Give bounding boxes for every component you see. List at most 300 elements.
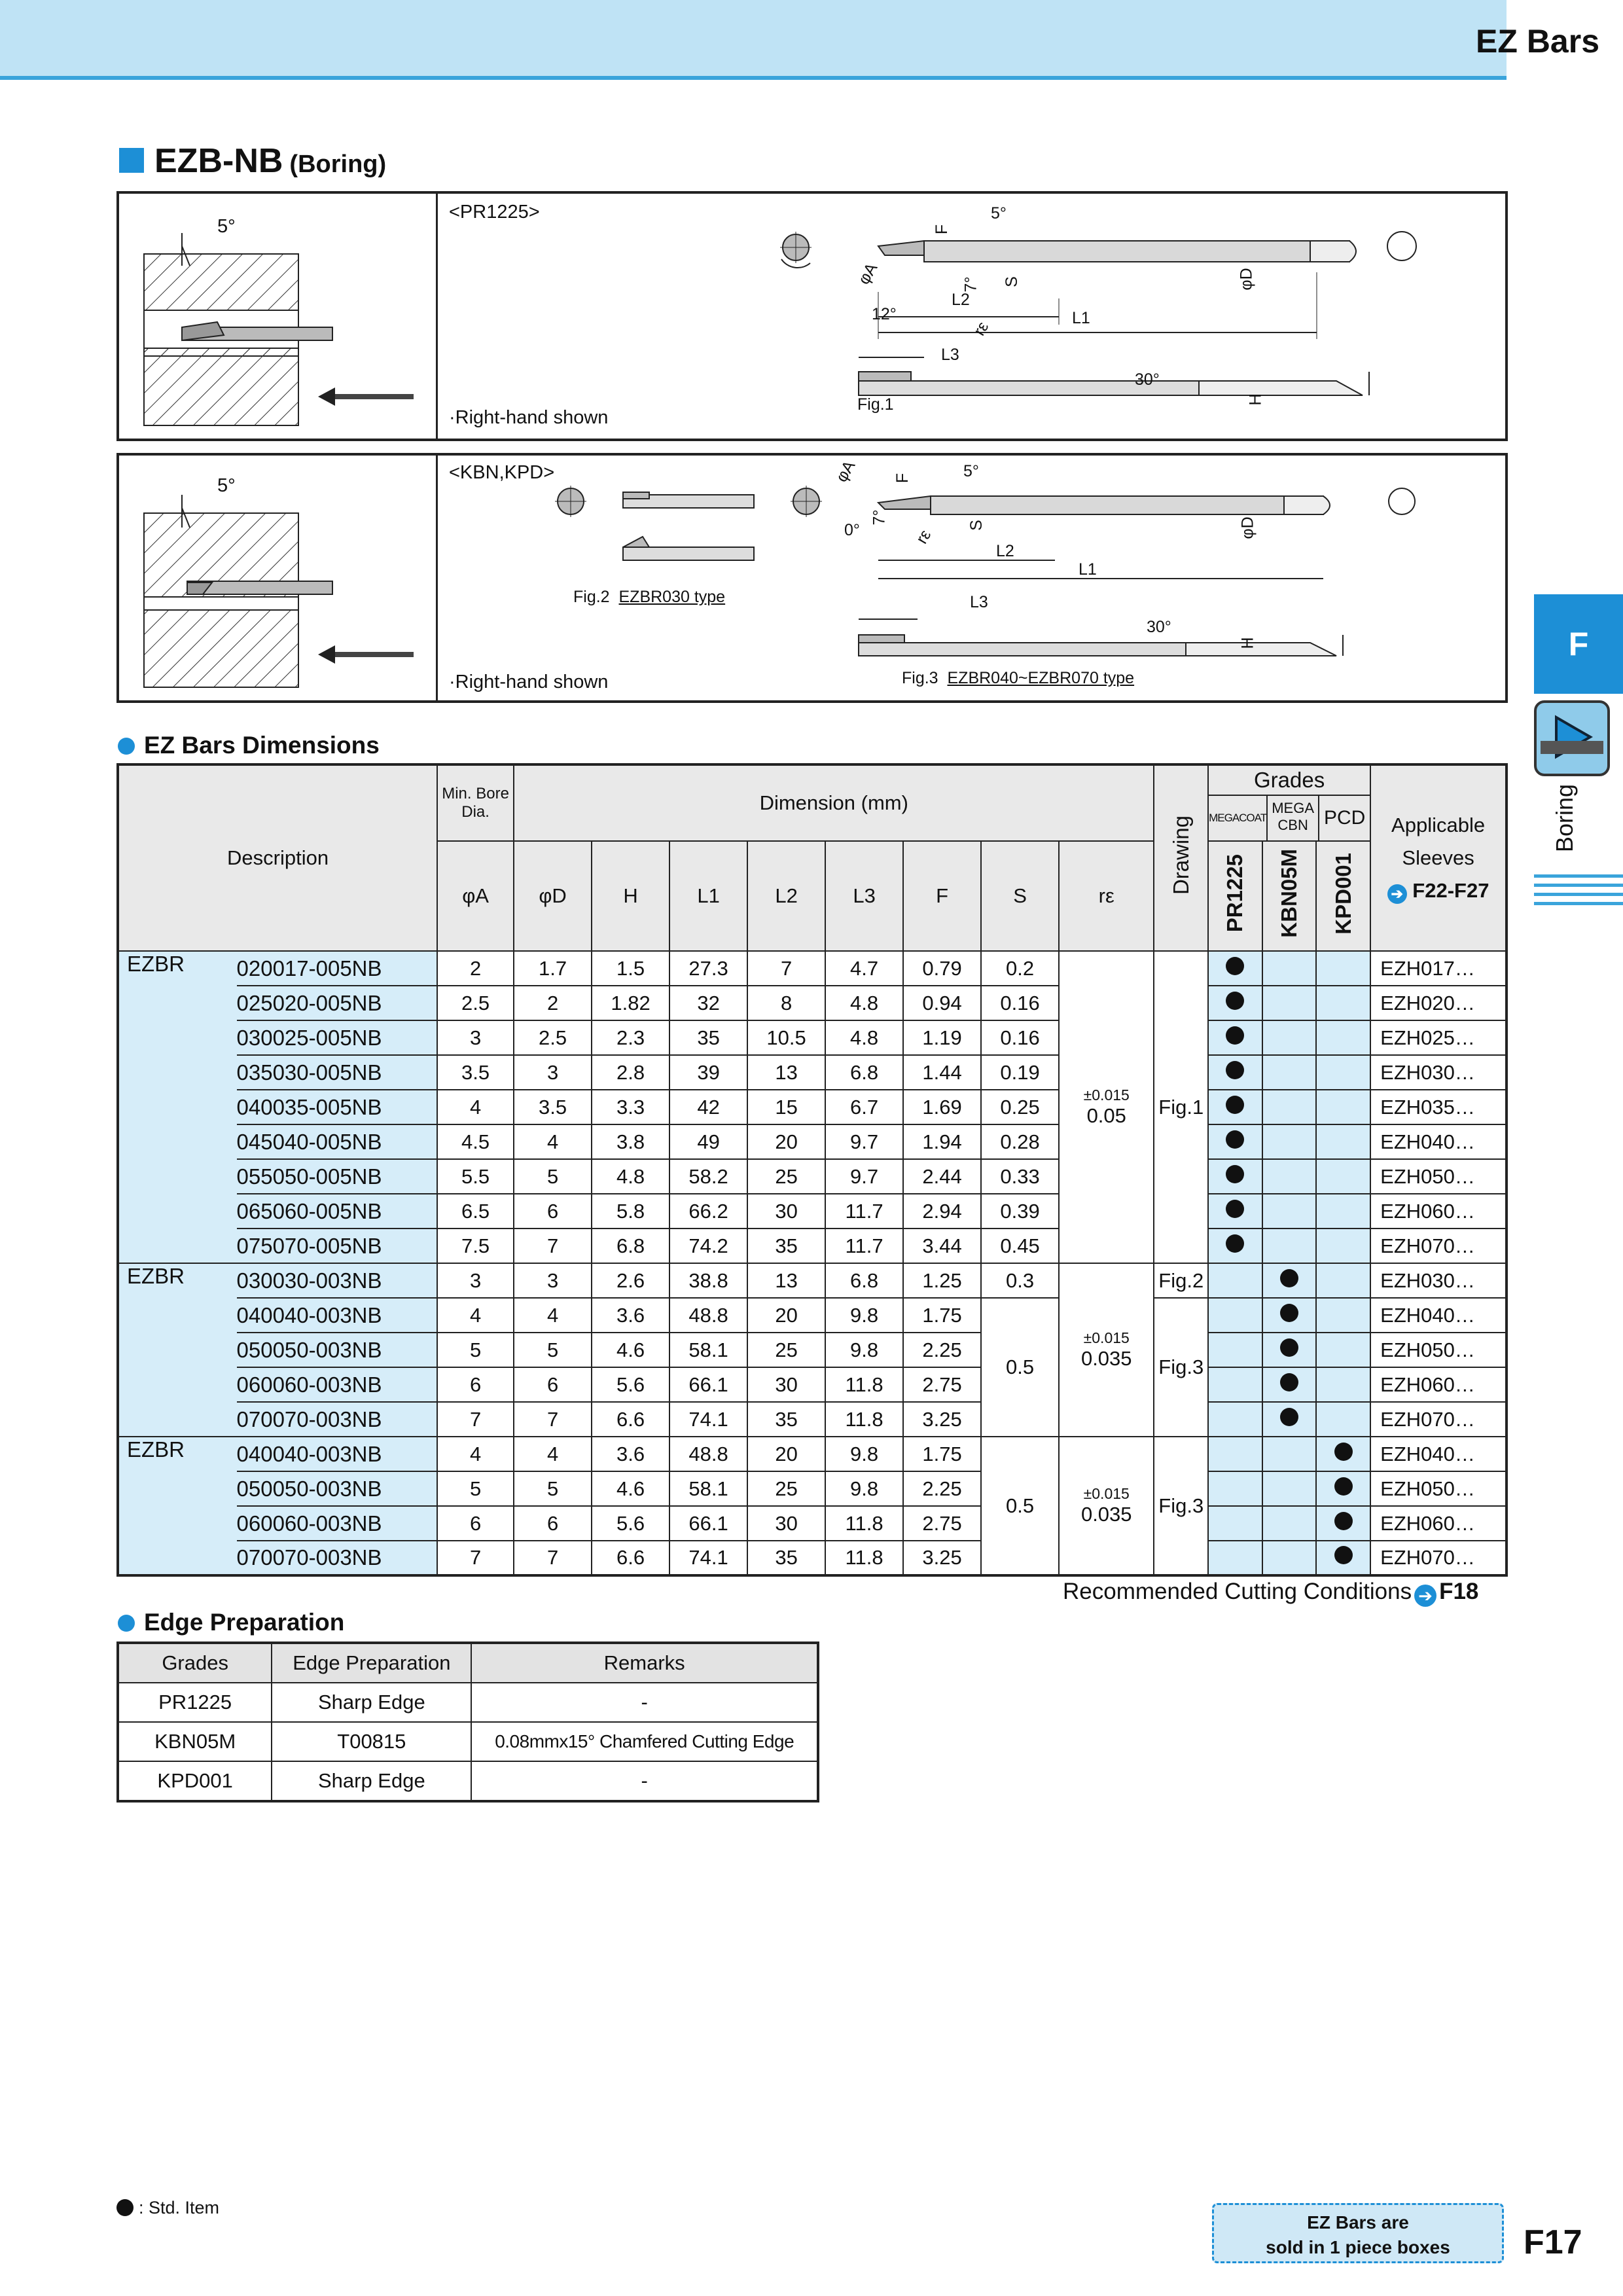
grade-cell [1208,1263,1262,1298]
grade-cell [1262,1090,1317,1124]
grade-cell [1208,1298,1262,1333]
dim-l2: 15 [747,1090,825,1124]
dim-L3: L3 [970,593,988,611]
header-sleeves-1: Applicable [1391,814,1486,836]
fig2-label [573,588,725,607]
std-item-dot [1226,1234,1244,1253]
dim-d: 7 [514,1541,592,1575]
dim-l1: 58.1 [669,1333,747,1367]
dim-f: 1.69 [903,1090,981,1124]
dim-phiD: φD [1238,516,1257,539]
sleeve-ref: EZH040… [1370,1124,1507,1159]
dim-l2: 20 [747,1124,825,1159]
edge-row [118,1722,818,1761]
grade-cell [1262,1367,1317,1402]
sleeve-ref: EZH040… [1370,1298,1507,1333]
dim-l3: 11.7 [825,1194,903,1229]
item-code: 060060-003NB [237,1367,438,1402]
grade-cell [1208,1055,1262,1090]
header-pcd: PCD [1323,807,1366,829]
grade-cell [1262,1333,1317,1367]
dim-L2: L2 [952,291,970,309]
dim-s: 0.28 [981,1124,1059,1159]
header-sleeves-ref-wrap [1371,874,1505,907]
dim-a: 4 [437,1437,514,1471]
dim-f: 2.25 [903,1471,981,1506]
item-code: 040035-005NB [237,1090,438,1124]
edge-cell: Sharp Edge [272,1761,471,1801]
dim-five: 5° [963,462,979,480]
dim-five: 5° [991,204,1007,223]
page-header-title: EZ Bars [1476,23,1599,60]
header-grade3-text: KPD001 [1330,852,1355,935]
dim-d: 2.5 [514,1020,592,1055]
grade-cell [1316,1437,1370,1471]
dim-h: 6.6 [592,1541,669,1575]
dim-f: 2.75 [903,1367,981,1402]
dim-a: 6.5 [437,1194,514,1229]
table-row [118,1367,1507,1402]
header-S: S [981,841,1059,951]
header-grades-group [1208,764,1370,841]
dim-l3: 11.8 [825,1541,903,1575]
side-tab-rule [1534,902,1623,905]
series-prefix: EZBR [118,951,237,1263]
grade-cell [1316,1506,1370,1541]
dim-a: 2.5 [437,986,514,1020]
std-item-dot [1280,1373,1298,1391]
header-re: rε [1059,841,1154,951]
dim-l3: 6.8 [825,1055,903,1090]
dim-f: 2.44 [903,1159,981,1194]
grade-cell [1262,1194,1317,1229]
dim-l3: 6.8 [825,1263,903,1298]
grade-cell [1316,951,1370,986]
header-drawing [1154,764,1208,951]
item-code: 020017-005NB [237,951,438,986]
dim-a: 4.5 [437,1124,514,1159]
item-code: 075070-005NB [237,1229,438,1263]
dim-thirty: 30° [1135,370,1160,389]
std-item-dot [1226,992,1244,1010]
std-item-dot [1334,1512,1353,1530]
grade-cell [1208,951,1262,986]
dim-s: 0.25 [981,1090,1059,1124]
dim-l3: 6.7 [825,1090,903,1124]
dim-h: 5.8 [592,1194,669,1229]
item-code: 065060-005NB [237,1194,438,1229]
table-row [118,1020,1507,1055]
edge-row [118,1683,818,1722]
dim-d: 6 [514,1194,592,1229]
dim-h: 6.8 [592,1229,669,1263]
dim-h: 4.6 [592,1333,669,1367]
sleeve-ref: EZH040… [1370,1437,1507,1471]
table-row [118,1229,1507,1263]
side-tab-rule [1534,874,1623,878]
dim-H: H [1238,637,1257,649]
dim-l3: 9.8 [825,1471,903,1506]
dim-s: 0.19 [981,1055,1059,1090]
grade-cell [1208,1229,1262,1263]
grade-cell [1316,1194,1370,1229]
dim-l1: 74.1 [669,1541,747,1575]
grade-cell [1208,1020,1262,1055]
header-L1: L1 [669,841,747,951]
arrow-right-icon: ➔ [1387,884,1407,904]
dim-re [1059,1437,1154,1575]
dim-l1: 38.8 [669,1263,747,1298]
tool-diagram-fig2-fig3 [551,469,1454,685]
side-tab-label: Boring [1551,784,1578,853]
grade-cell [1316,1159,1370,1194]
dim-l3: 9.8 [825,1437,903,1471]
sleeve-ref: EZH060… [1370,1506,1507,1541]
dim-l3: 4.7 [825,951,903,986]
dim-f: 3.44 [903,1229,981,1263]
grade-cell [1262,1437,1317,1471]
grade-cell [1316,1020,1370,1055]
grade-cell [1316,1090,1370,1124]
dim-f: 3.25 [903,1541,981,1575]
side-tab-rule [1534,893,1623,896]
grade-cell [1208,1333,1262,1367]
item-code: 070070-003NB [237,1541,438,1575]
dim-d: 7 [514,1229,592,1263]
header-band [0,0,1507,80]
dimensions-heading [118,732,380,759]
sleeve-ref: EZH070… [1370,1229,1507,1263]
dim-re: rε [912,526,935,547]
dim-l1: 48.8 [669,1437,747,1471]
section-subtitle: (Boring) [289,151,387,178]
dim-f: 2.25 [903,1333,981,1367]
item-code: 030025-005NB [237,1020,438,1055]
grade-cell [1208,1541,1262,1575]
table-row [118,1506,1507,1541]
dim-l1: 74.2 [669,1229,747,1263]
drawing-ref: Fig.3 [1154,1298,1208,1437]
grade-cell [1316,1124,1370,1159]
series-prefix: EZBR [118,1263,237,1437]
std-item-dot [1280,1338,1298,1357]
right-hand-note: ·Right-hand shown [449,672,609,692]
dim-thirty: 30° [1147,618,1171,636]
header-grade2-text: KBN05M [1277,849,1302,938]
dim-l1: 48.8 [669,1298,747,1333]
dim-d: 4 [514,1298,592,1333]
header-grade1 [1208,841,1262,951]
dim-a: 5 [437,1471,514,1506]
std-item-dot [1226,1165,1244,1183]
table-row [118,1471,1507,1506]
dim-l1: 74.1 [669,1402,747,1437]
dim-f: 1.25 [903,1263,981,1298]
std-item-dot [1226,1130,1244,1149]
dim-h: 1.82 [592,986,669,1020]
dim-d: 6 [514,1506,592,1541]
dim-h: 3.8 [592,1124,669,1159]
dim-f: 2.75 [903,1506,981,1541]
dim-a: 3 [437,1020,514,1055]
item-code: 035030-005NB [237,1055,438,1090]
dim-re-tol: ±0.015 [1083,1485,1130,1502]
grade-cell [1262,951,1317,986]
grade-cell [1316,986,1370,1020]
dim-l1: 27.3 [669,951,747,986]
dim-d: 4 [514,1124,592,1159]
dim-S: S [967,520,986,531]
dim-l2: 13 [747,1055,825,1090]
grade-cell [1262,1124,1317,1159]
workpiece-angle: 5° [217,216,236,237]
grade-cell [1316,1263,1370,1298]
grade-cell [1208,986,1262,1020]
section-title-text: EZB-NB [154,142,283,180]
series-prefix: EZBR [118,1437,237,1575]
dim-twelve: 12° [872,305,897,323]
section-marker [119,148,144,173]
dim-l3: 11.8 [825,1506,903,1541]
dim-a: 2 [437,951,514,986]
fig2-number: Fig.2 [573,588,610,606]
dim-h: 2.6 [592,1263,669,1298]
sleeve-ref: EZH050… [1370,1159,1507,1194]
dim-a: 3 [437,1263,514,1298]
dim-re-value: 0.05 [1086,1104,1126,1127]
section-tab-f[interactable]: F [1534,594,1623,694]
item-code: 055050-005NB [237,1159,438,1194]
header-sleeves-ref: F22-F27 [1412,879,1489,902]
drawing-ref: Fig.2 [1154,1263,1208,1298]
piece-box-note [1212,2203,1504,2263]
dim-s: 0.33 [981,1159,1059,1194]
table-row [118,986,1507,1020]
edge-cell: T00815 [272,1722,471,1761]
header-L2: L2 [747,841,825,951]
grade-cell [1262,1402,1317,1437]
workpiece-angle: 5° [217,475,236,496]
header-grades: Grades [1209,766,1370,796]
grade-cell [1262,1471,1317,1506]
sleeve-ref: EZH070… [1370,1541,1507,1575]
dim-a: 7.5 [437,1229,514,1263]
dim-l2: 25 [747,1471,825,1506]
dim-l2: 30 [747,1367,825,1402]
grade-cell [1316,1229,1370,1263]
sleeve-ref: EZH060… [1370,1367,1507,1402]
item-code: 050050-003NB [237,1471,438,1506]
dim-l3: 9.7 [825,1124,903,1159]
bullet-icon [118,738,135,755]
header-phiA: φA [437,841,514,951]
grade-cell [1208,1159,1262,1194]
dim-s: 0.16 [981,986,1059,1020]
fig3-label [902,669,1134,688]
dim-L1: L1 [1072,309,1090,327]
panel-divider [436,194,438,439]
dim-l2: 25 [747,1333,825,1367]
std-item-text: : Std. Item [139,2198,220,2217]
edge-table [116,1641,819,1803]
table-row [118,1333,1507,1367]
std-item-dot [1280,1304,1298,1322]
header-phiD: φD [514,841,592,951]
dim-s: 0.2 [981,951,1059,986]
header-L3: L3 [825,841,903,951]
dim-l3: 9.8 [825,1298,903,1333]
dim-l2: 35 [747,1402,825,1437]
dim-d: 3.5 [514,1090,592,1124]
grade-cell [1262,1298,1317,1333]
grade-cell [1316,1471,1370,1506]
edge-heading-text: Edge Preparation [144,1609,345,1636]
drawing-panel-kbn-kpd [116,453,1508,703]
dim-seven: 7° [961,276,980,293]
edge-cell: Sharp Edge [272,1683,471,1722]
grade-cell [1316,1367,1370,1402]
edge-cell: KPD001 [118,1761,272,1801]
fig1-label: Fig.1 [857,395,894,414]
dim-l2: 20 [747,1437,825,1471]
recommended-text: Recommended Cutting Conditions [1063,1579,1412,1604]
header-megacbn: MEGA CBN [1268,796,1319,840]
dim-a: 7 [437,1402,514,1437]
dim-h: 5.6 [592,1506,669,1541]
recommended-conditions[interactable] [1063,1579,1478,1607]
dim-l3: 4.8 [825,1020,903,1055]
dim-l3: 11.7 [825,1229,903,1263]
dim-H: H [1246,393,1265,406]
item-code: 045040-005NB [237,1124,438,1159]
dim-l1: 66.2 [669,1194,747,1229]
dim-f: 1.75 [903,1437,981,1471]
dim-l2: 13 [747,1263,825,1298]
edge-cell: PR1225 [118,1683,272,1722]
header-F: F [903,841,981,951]
right-hand-note: ·Right-hand shown [449,407,609,428]
table-row [118,951,1507,986]
dim-l1: 49 [669,1124,747,1159]
table-row [118,1124,1507,1159]
dim-h: 1.5 [592,951,669,986]
std-item-dot [1280,1269,1298,1287]
edge-heading [118,1609,344,1636]
edge-header-grades: Grades [118,1643,272,1683]
header-grade2 [1262,841,1317,951]
dim-l2: 30 [747,1194,825,1229]
grade-cell [1316,1055,1370,1090]
drawing-ref: Fig.3 [1154,1437,1208,1575]
dim-L1: L1 [1079,560,1097,579]
grade-cell [1262,1055,1317,1090]
grade-cell [1262,1020,1317,1055]
recommended-ref: F18 [1439,1579,1479,1604]
grade-cell [1316,1298,1370,1333]
section-title [154,141,386,181]
dim-l3: 9.7 [825,1159,903,1194]
dim-zero: 0° [844,521,860,539]
table-row [118,1402,1507,1437]
header-H: H [592,841,669,951]
edge-cell: 0.08mmx15° Chamfered Cutting Edge [471,1722,818,1761]
dim-l2: 8 [747,986,825,1020]
sleeve-ref: EZH030… [1370,1055,1507,1090]
sleeve-ref: EZH050… [1370,1471,1507,1506]
dim-l2: 35 [747,1541,825,1575]
item-code: 040040-003NB [237,1437,438,1471]
grade-cell [1262,1506,1317,1541]
dim-f: 2.94 [903,1194,981,1229]
dim-f: 3.25 [903,1402,981,1437]
dimensions-heading-text: EZ Bars Dimensions [144,732,380,759]
dim-re: rε [970,318,993,339]
table-row [118,1159,1507,1194]
grade-cell [1316,1541,1370,1575]
dim-a: 5.5 [437,1159,514,1194]
sleeve-ref: EZH020… [1370,986,1507,1020]
dim-h: 4.8 [592,1159,669,1194]
boring-tool-icon [1534,700,1610,776]
grade-cell [1208,1437,1262,1471]
table-row [118,1090,1507,1124]
dimensions-body [118,951,1507,1575]
edge-row [118,1761,818,1801]
item-code: 060060-003NB [237,1506,438,1541]
dim-l1: 66.1 [669,1367,747,1402]
std-item-dot [1280,1408,1298,1426]
dim-l1: 66.1 [669,1506,747,1541]
sleeve-ref: EZH070… [1370,1402,1507,1437]
sleeve-ref: EZH050… [1370,1333,1507,1367]
dim-l1: 39 [669,1055,747,1090]
panel-divider [436,456,438,700]
sleeve-ref: EZH060… [1370,1194,1507,1229]
header-min-bore: Min. Bore Dia. [437,764,514,841]
dim-h: 3.3 [592,1090,669,1124]
std-item-dot [1334,1443,1353,1461]
dim-a: 6 [437,1506,514,1541]
dim-l2: 10.5 [747,1020,825,1055]
dim-f: 1.44 [903,1055,981,1090]
edge-cell: - [471,1683,818,1722]
grade-cell [1208,1090,1262,1124]
dim-h: 2.8 [592,1055,669,1090]
fig3-number: Fig.3 [902,669,938,687]
dim-h: 3.6 [592,1298,669,1333]
dim-re-value: 0.035 [1080,1347,1132,1370]
dim-d: 7 [514,1402,592,1437]
drawing-panel-pr1225 [116,191,1508,441]
grade-cell [1262,1263,1317,1298]
dim-h: 2.3 [592,1020,669,1055]
table-row [118,1055,1507,1090]
dim-s: 0.39 [981,1194,1059,1229]
sleeve-ref: EZH035… [1370,1090,1507,1124]
dim-h: 4.6 [592,1471,669,1506]
item-code: 030030-003NB [237,1263,438,1298]
grade-label-kbn-kpd: <KBN,KPD> [449,462,555,483]
dim-d: 5 [514,1471,592,1506]
dim-F: F [893,473,912,484]
header-grade1-text: PR1225 [1222,854,1247,933]
dim-re [1059,1263,1154,1437]
arrow-right-icon: ➔ [1414,1585,1436,1607]
grade-cell [1262,1541,1317,1575]
grade-cell [1316,1333,1370,1367]
sleeve-ref: EZH017… [1370,951,1507,986]
header-sleeves-2: Sleeves [1402,846,1474,869]
